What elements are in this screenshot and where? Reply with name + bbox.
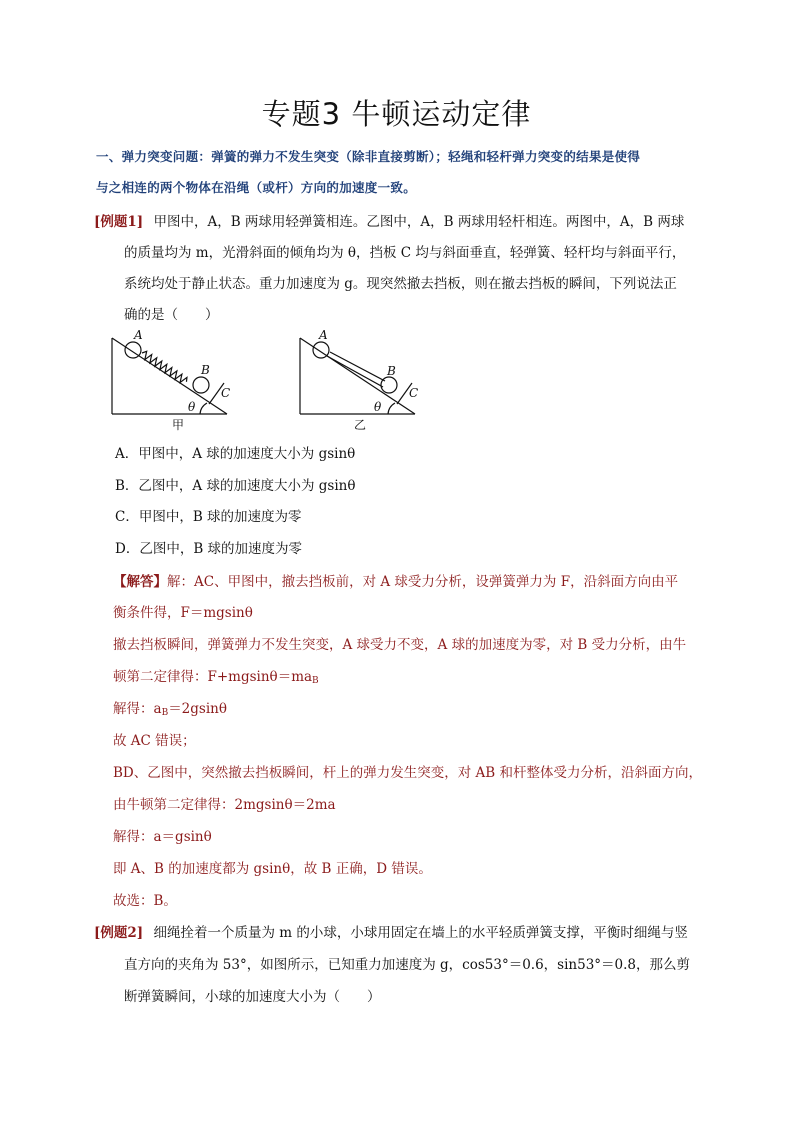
example-1-text-3: 系统均处于静止状态。重力加速度为 g。现突然撤去挡板，则在撤去挡板的瞬间，下列说法正: [124, 276, 677, 292]
section-heading-line-1: 一、弹力突变问题：弹簧的弹力不发生突变（除非直接剪断）；轻绳和轻杆弹力突变的结果是使得: [96, 149, 641, 164]
answer-1-text-5: [113, 697, 227, 718]
label-c: C: [221, 386, 231, 400]
section-heading-line-2: 与之相连的两个物体在沿绳（或杆）方向的加速度一致。: [96, 180, 417, 195]
option-c: C．甲图中，B 球的加速度为零: [115, 509, 302, 525]
label-theta: θ: [374, 400, 382, 414]
example-2-tag: [例题2]: [94, 925, 144, 941]
answer-1-text-8: 由牛顿第二定律得：2mgsinθ＝2ma: [113, 797, 336, 813]
example-1-text-4: 确的是（ ）: [124, 307, 219, 323]
ball-a: [125, 342, 141, 358]
label-b: B: [201, 363, 210, 377]
example-2-first-line: [94, 921, 688, 941]
answer-1-text-4-sub: B: [312, 676, 319, 686]
answer-1-text-9: 解得：a＝gsinθ: [113, 829, 212, 845]
label-jia: 甲: [172, 418, 185, 432]
angle-arc: [388, 403, 395, 414]
example-1-first-line: [94, 210, 684, 230]
option-a: A．甲图中，A 球的加速度大小为 gsinθ: [115, 446, 356, 462]
answer-1-text-4-main: 顿第二定律得：F+mgsinθ＝ma: [113, 669, 313, 685]
answer-1-text-4: [113, 665, 319, 686]
angle-arc: [200, 403, 207, 414]
example-1-text-1: 甲图中，A，B 两球用轻弹簧相连。乙图中，A，B 两球用轻杆相连。两图中，A，B 两球: [153, 214, 685, 230]
answer-1-text-5-main: 解得：a: [113, 701, 162, 717]
rod-line-1: [327, 356, 383, 387]
ball-a: [313, 342, 329, 358]
option-b: B．乙图中，A 球的加速度大小为 gsinθ: [115, 478, 356, 494]
answer-1-tag: 【解答】: [113, 574, 167, 590]
label-yi: 乙: [354, 418, 367, 432]
label-a: A: [319, 328, 328, 342]
option-d: D．乙图中，B 球的加速度为零: [115, 541, 303, 557]
figure-yi-incline-rod: [293, 325, 433, 435]
answer-1-first-line: [113, 570, 678, 590]
answer-1-text-11: 故选：B。: [113, 893, 177, 909]
label-b: B: [387, 364, 396, 378]
example-2-text-2: 直方向的夹角为 53°，如图所示，已知重力加速度为 g，cos53°＝0.6，sin53°＝0.8，那么剪: [124, 957, 691, 973]
example-2-text-1: 细绳拴着一个质量为 m 的小球，小球用固定在墙上的水平轻质弹簧支撑，平衡时细绳与竖: [153, 925, 688, 941]
answer-1-text-7: BD、乙图中，突然撤去挡板瞬间，杆上的弹力发生突变，对 AB 和杆整体受力分析，沿斜面方向，: [113, 765, 702, 781]
answer-1-text-5-rest: ＝2gsinθ: [168, 701, 227, 717]
answer-1-text-2: 衡条件得，F＝mgsinθ: [113, 605, 253, 621]
answer-1-text-10: 即 A、B 的加速度都为 gsinθ，故 B 正确，D 错误。: [113, 861, 432, 877]
answer-1-text-1: 解：AC、甲图中，撤去挡板前，对 A 球受力分析，设弹簧弹力为 F，沿斜面方向由平: [167, 574, 679, 590]
example-2-text-3: 断弹簧瞬间，小球的加速度大小为（ ）: [124, 989, 381, 1005]
answer-1-text-3: 撤去挡板瞬间，弹簧弹力不发生突变，A 球受力不变，A 球的加速度为零，对 B 受力分析，由牛: [113, 637, 687, 653]
spring: [140, 350, 189, 386]
figure-jia-incline-spring: [105, 325, 245, 435]
label-theta: θ: [188, 400, 196, 414]
answer-1-text-6: 故 AC 错误；: [113, 733, 196, 749]
ball-b: [381, 377, 397, 393]
answer-1-text-5-sub: B: [161, 708, 169, 718]
label-a: A: [134, 328, 143, 342]
example-1-tag: [例题1]: [94, 214, 144, 230]
ball-b: [193, 377, 209, 393]
page-title: 专题3 牛顿运动定律: [261, 97, 532, 131]
example-1-text-2: 的质量均为 m，光滑斜面的倾角均为 θ，挡板 C 均与斜面垂直，轻弹簧、轻杆均与斜面平行，: [124, 245, 686, 261]
label-c: C: [409, 386, 419, 400]
